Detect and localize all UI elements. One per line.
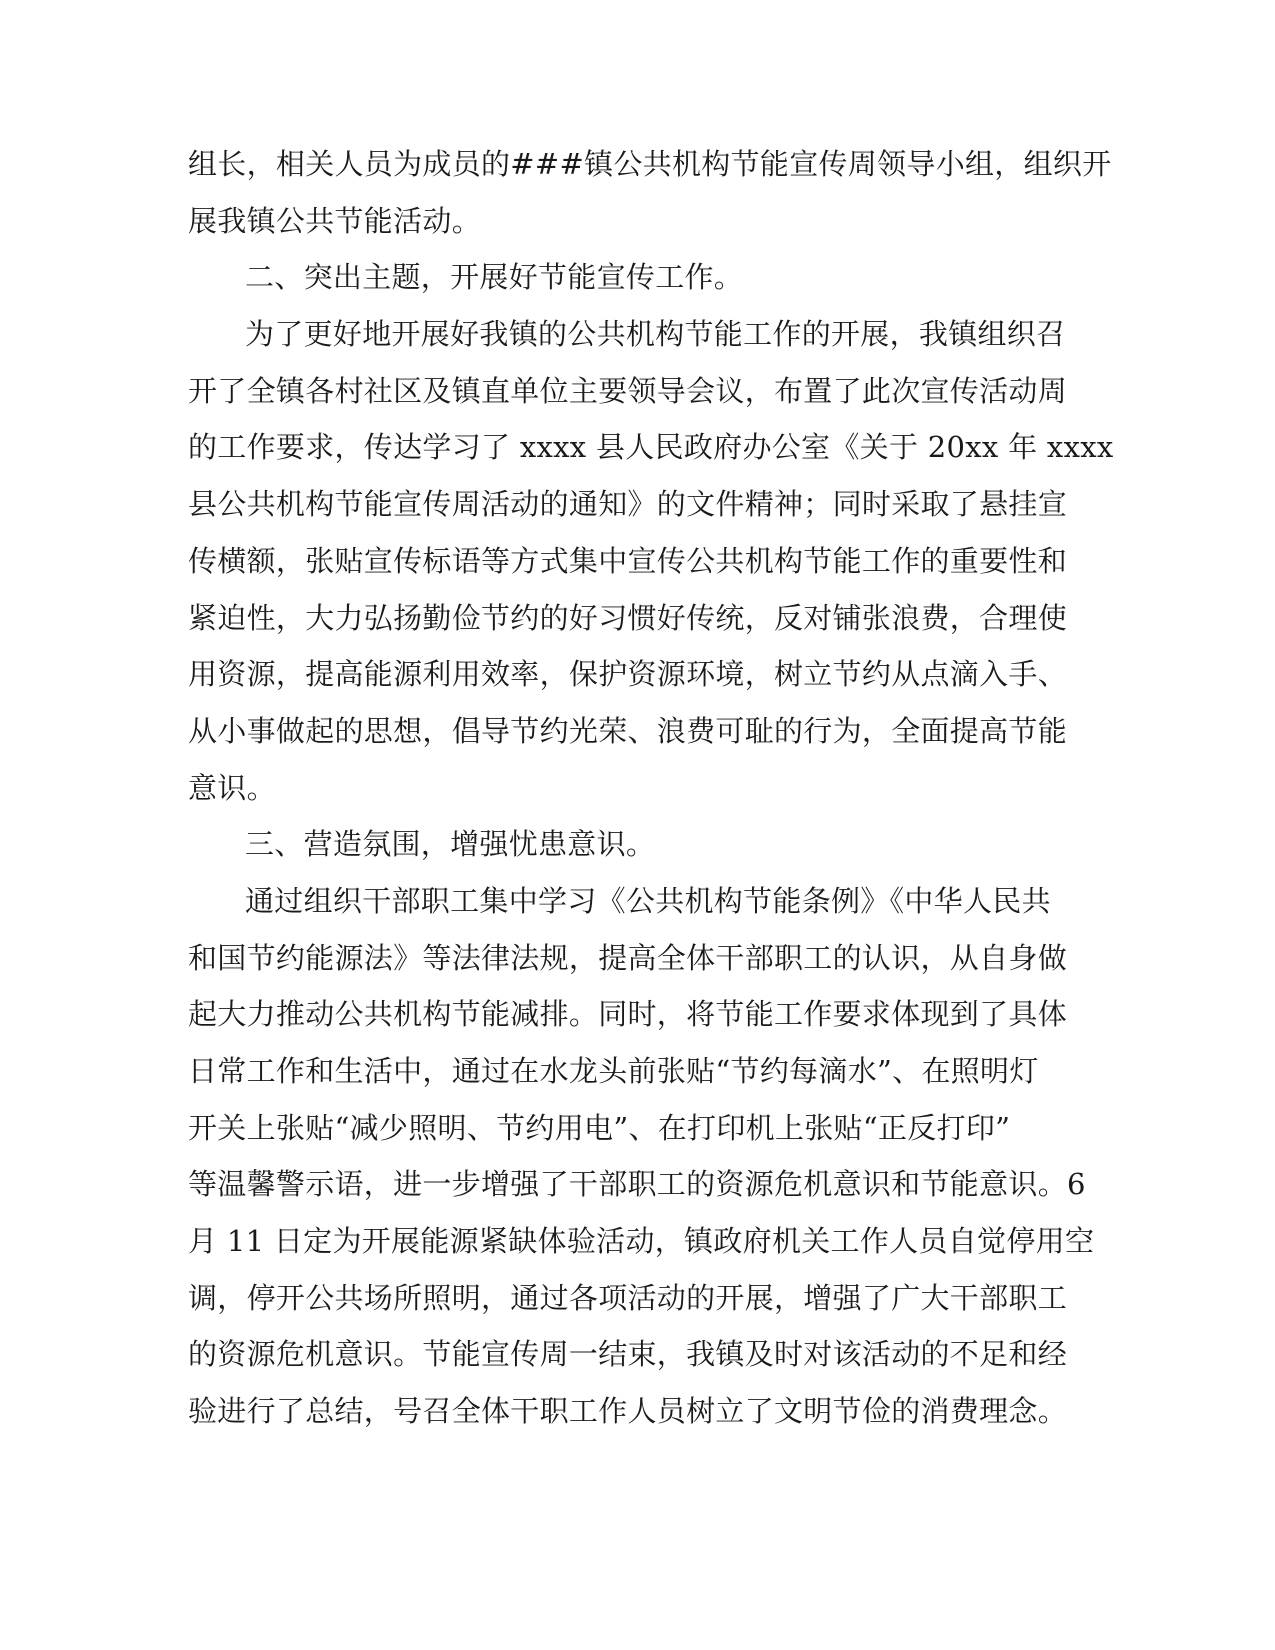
text-line: 传横额，张贴宣传标语等方式集中宣传公共机构节能工作的重要性和 [188, 543, 1068, 578]
section-heading: 二、突出主题，开展好节能宣传工作。 [245, 260, 744, 295]
text-line: 月 11 日定为开展能源紧缺体验活动，镇政府机关工作人员自觉停用空 [188, 1224, 1095, 1259]
text-line: 起大力推动公共机构节能减排。同时，将节能工作要求体现到了具体 [188, 997, 1068, 1032]
section-heading: 三、营造氛围，增强忧患意识。 [245, 827, 656, 862]
text-line: 开关上张贴“减少照明、节约用电”、在打印机上张贴“正反打印” [188, 1110, 1011, 1145]
text-line: 的工作要求，传达学习了 xxxx 县人民政府办公室《关于 20xx 年 xxxx [188, 430, 1114, 465]
document-body [188, 136, 1114, 1440]
text-line: 用资源，提高能源利用效率，保护资源环境，树立节约从点滴入手、 [188, 657, 1068, 692]
text-line: 通过组织干部职工集中学习《公共机构节能条例》《中华人民共 [245, 883, 1051, 918]
text-line: 等温馨警示语，进一步增强了干部职工的资源危机意识和节能意识。6 [188, 1167, 1086, 1202]
text-line: 为了更好地开展好我镇的公共机构节能工作的开展，我镇组织召 [245, 317, 1066, 352]
text-line: 和国节约能源法》等法律法规，提高全体干部职工的认识，从自身做 [188, 940, 1068, 975]
text-line: 紧迫性，大力弘扬勤俭节约的好习惯好传统，反对铺张浪费，合理使 [188, 600, 1068, 635]
text-line: 县公共机构节能宣传周活动的通知》的文件精神；同时采取了悬挂宣 [188, 487, 1068, 522]
text-line: 从小事做起的思想，倡导节约光荣、浪费可耻的行为，全面提高节能 [188, 713, 1068, 748]
text-line: 组长，相关人员为成员的###镇公共机构节能宣传周领导小组，组织开 [188, 147, 1112, 181]
text-line: 日常工作和生活中，通过在水龙头前张贴“节约每滴水”、在照明灯 [188, 1054, 1039, 1088]
text-line: 验进行了总结，号召全体干职工作人员树立了文明节俭的消费理念。 [188, 1394, 1068, 1429]
text-line: 展我镇公共节能活动。 [188, 203, 482, 238]
text-line: 意识。 [188, 770, 276, 805]
text-line: 调，停开公共场所照明，通过各项活动的开展，增强了广大干部职工 [188, 1280, 1068, 1315]
text-line: 开了全镇各村社区及镇直单位主要领导会议，布置了此次宣传活动周 [188, 373, 1068, 408]
text-line: 的资源危机意识。节能宣传周一结束，我镇及时对该活动的不足和经 [188, 1337, 1068, 1372]
